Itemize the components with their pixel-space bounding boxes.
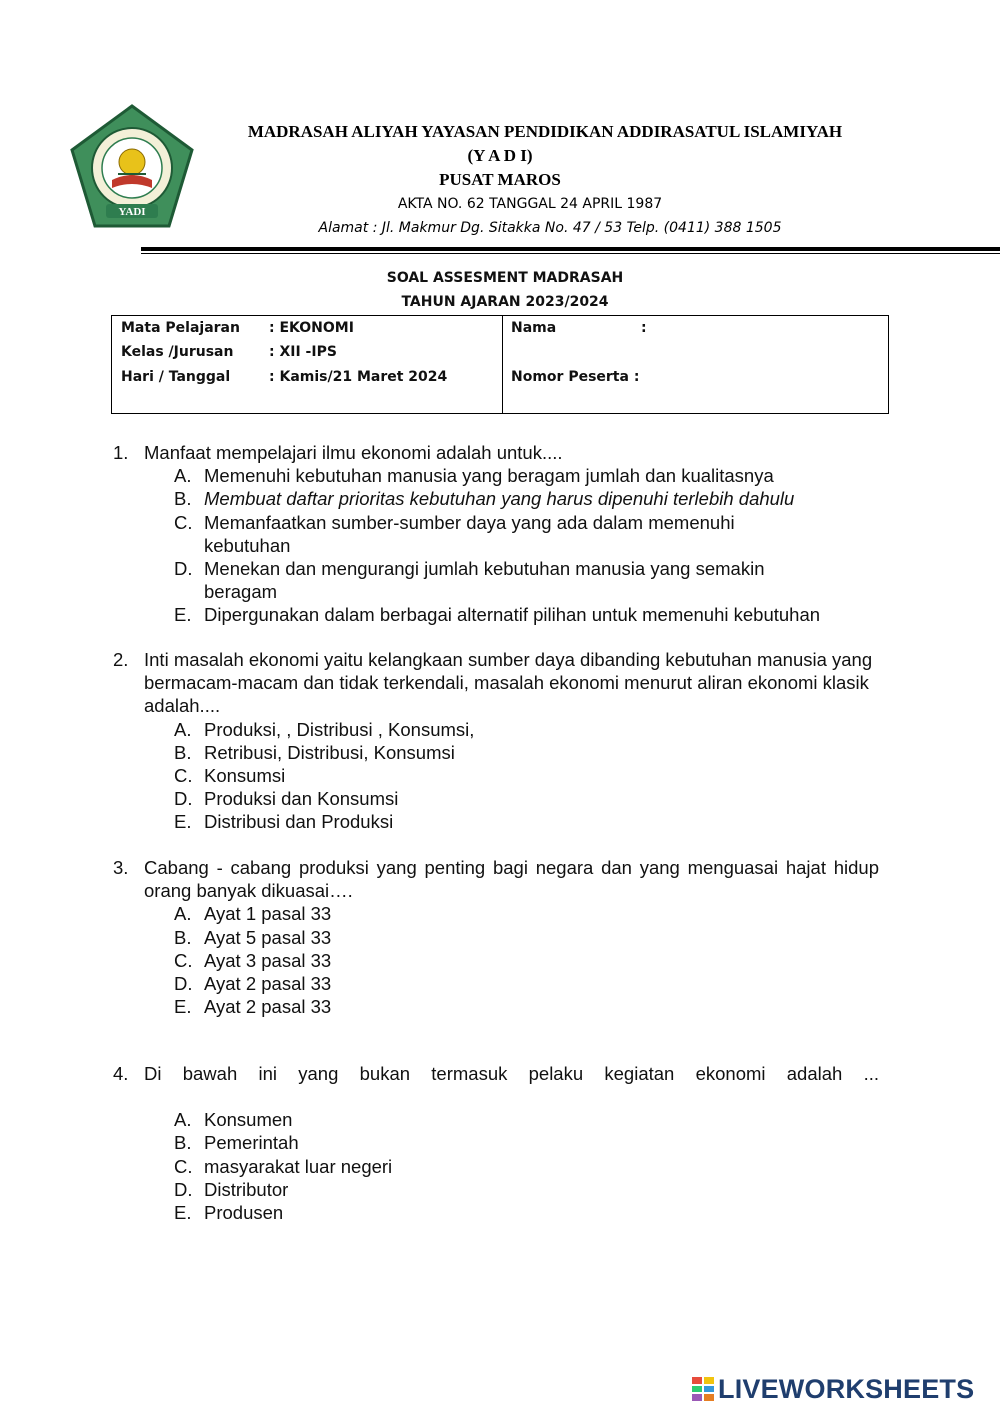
participant-number-label: Nomor Peserta :	[511, 369, 640, 385]
option-c[interactable]: C. Ayat 3 pasal 33	[174, 949, 332, 971]
class-value: : XII -IPS	[269, 344, 337, 360]
date-value: : Kamis/21 Maret 2024	[269, 369, 448, 385]
question-number: 3.	[113, 857, 129, 878]
class-label: Kelas /Jurusan	[121, 344, 234, 360]
question-number: 4.	[113, 1063, 129, 1084]
institution-name: MADRASAH ALIYAH YAYASAN PENDIDIKAN ADDIRASATUL ISLAMIYAH	[247, 122, 843, 141]
option-b[interactable]: B. Membuat daftar prioritas kebutuhan yang harus dipenuhi terlebih dahulu	[174, 488, 795, 510]
option-e[interactable]: E. Ayat 2 pasal 33	[174, 996, 332, 1018]
address: Alamat : Jl. Makmur Dg. Sitakka No. 47 / 53 Telp. (0411) 388 1505	[318, 220, 782, 236]
question-number: 1.	[113, 442, 129, 463]
option-a[interactable]: A. Produksi, , Distribusi , Konsumsi,	[174, 718, 475, 740]
deed-number: AKTA NO. 62 TANGGAL 24 APRIL 1987	[397, 196, 663, 212]
option-a[interactable]: A. Konsumen	[174, 1109, 293, 1131]
option-c[interactable]: C. Memanfaatkan sumber-sumber daya yang ada dalam memenuhi kebutuhan	[174, 511, 735, 556]
liveworksheets-watermark	[692, 1373, 975, 1404]
option-b[interactable]: B. Pemerintah	[174, 1132, 299, 1154]
question-4	[113, 1062, 879, 1224]
option-e[interactable]: E. Produsen	[174, 1202, 284, 1224]
options-list	[174, 464, 879, 626]
institution-location: PUSAT MAROS	[439, 170, 561, 189]
options-list	[174, 902, 879, 1018]
option-b[interactable]: B. Retribusi, Distribusi, Konsumsi	[174, 741, 455, 763]
institution-abbreviation: (Y A D I)	[467, 146, 533, 165]
option-c[interactable]: C. masyarakat luar negeri	[174, 1155, 393, 1177]
logo-text: YADI	[118, 206, 146, 218]
question-text: Cabang - cabang produksi yang penting bagi negara dan yang menguasai hajat hidup orang banyak dikuasai….	[144, 857, 879, 902]
option-b[interactable]: B. Ayat 5 pasal 33	[174, 926, 332, 948]
options-list	[174, 1108, 879, 1224]
exam-year: TAHUN AJARAN 2023/2024	[401, 294, 609, 310]
question-2	[113, 648, 879, 834]
option-d[interactable]: D. Ayat 2 pasal 33	[174, 973, 332, 995]
option-c[interactable]: C. Konsumsi	[174, 765, 286, 787]
watermark-text: LIVEWORKSHEETS	[718, 1373, 975, 1404]
question-text: Inti masalah ekonomi yaitu kelangkaan sumber daya dibanding kebutuhan manusia yang bermacam-macam dan tidak terkendali, masalah ekonomi menurut aliran ekonomi klasik adalah....	[144, 649, 873, 717]
option-a[interactable]: A. Ayat 1 pasal 33	[174, 903, 332, 925]
subject-label: Mata Pelajaran	[121, 320, 240, 336]
question-text: Manfaat mempelajari ilmu ekonomi adalah untuk....	[144, 442, 563, 463]
subject-value: : EKONOMI	[269, 320, 354, 336]
question-number: 2.	[113, 649, 129, 670]
option-e[interactable]: E. Dipergunakan dalam berbagai alternatif pilihan untuk memenuhi kebutuhan	[174, 604, 821, 626]
option-d[interactable]: D. Distributor	[174, 1178, 289, 1200]
school-logo	[68, 100, 196, 238]
option-e[interactable]: E. Distribusi dan Produksi	[174, 811, 394, 833]
option-a[interactable]: A. Memenuhi kebutuhan manusia yang beragam jumlah dan kualitasnya	[174, 465, 774, 487]
info-divider	[502, 316, 503, 413]
date-label: Hari / Tanggal	[121, 369, 231, 385]
option-d[interactable]: D. Produksi dan Konsumsi	[174, 788, 399, 810]
options-list	[174, 718, 879, 834]
name-label: Nama	[511, 320, 557, 336]
question-text: Di bawah ini yang bukan termasuk pelaku kegiatan ekonomi adalah ...	[144, 1063, 879, 1084]
exam-title: SOAL ASSESMENT MADRASAH	[386, 270, 624, 286]
liveworksheets-logo-icon	[692, 1377, 714, 1401]
header-rule-thin	[141, 253, 1000, 254]
header-rule	[141, 247, 1000, 251]
question-3	[113, 856, 879, 1018]
question-1	[113, 441, 879, 627]
name-colon: :	[641, 320, 647, 336]
option-d[interactable]: D. Menekan dan mengurangi jumlah kebutuhan manusia yang semakin beragam	[174, 558, 765, 603]
student-info-box	[111, 315, 889, 414]
